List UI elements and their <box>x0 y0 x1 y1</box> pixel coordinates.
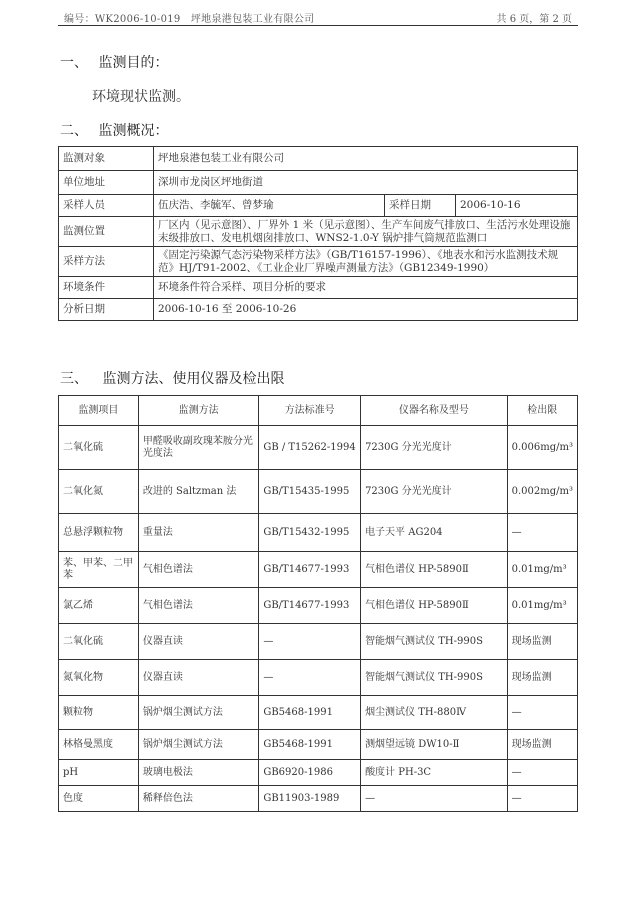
cell-standard: GB/T15432-1995 <box>259 514 361 552</box>
cell-method: 重量法 <box>138 514 258 552</box>
overview-label-secondary: 采样日期 <box>385 195 456 217</box>
overview-row <box>59 195 578 217</box>
cell-standard: — <box>259 660 361 696</box>
cell-item: 总悬浮颗粒物 <box>59 514 139 552</box>
section-1-number: 一、 <box>60 55 88 71</box>
cell-method: 锅炉烟尘测试方法 <box>138 730 258 760</box>
cell-method: 气相色谱法 <box>138 588 258 624</box>
cell-instrument: 电子天平 AG204 <box>361 514 508 552</box>
table-row <box>59 660 578 696</box>
cell-standard: GB5468-1991 <box>259 696 361 730</box>
cell-detection-limit: — <box>507 696 577 730</box>
overview-value: 2006-10-16 至 2006-10-26 <box>154 299 578 321</box>
overview-value-secondary: 2006-10-16 <box>456 195 578 217</box>
overview-label: 分析日期 <box>59 299 154 321</box>
cell-item: 苯、甲苯、二甲苯 <box>59 552 139 588</box>
overview-label: 单位地址 <box>59 171 154 195</box>
table-row <box>59 624 578 660</box>
section-2-title: 监测概况： <box>98 123 169 139</box>
cell-detection-limit: 0.006mg/m³ <box>507 426 577 470</box>
header-cell-instrument: 仪器名称及型号 <box>361 396 508 426</box>
cell-method: 锅炉烟尘测试方法 <box>138 696 258 730</box>
overview-value: 伍庆浩、李毓军、曾梦瑜 <box>154 195 385 217</box>
cell-instrument: 测烟望远镜 DW10-Ⅱ <box>361 730 508 760</box>
cell-item: 氮氧化物 <box>59 660 139 696</box>
cell-method: 稀释倍色法 <box>138 786 258 812</box>
header-cell-item: 监测项目 <box>59 396 139 426</box>
table-row <box>59 730 578 760</box>
overview-row <box>59 147 578 171</box>
cell-detection-limit: 0.01mg/m³ <box>507 588 577 624</box>
section-3-number: 三、 <box>60 371 88 387</box>
section-3-title: 监测方法、使用仪器及检出限 <box>102 371 285 387</box>
cell-item: 氯乙烯 <box>59 588 139 624</box>
overview-label: 监测对象 <box>59 147 154 171</box>
cell-method: 玻璃电极法 <box>138 760 258 786</box>
cell-detection-limit: 现场监测 <box>507 730 577 760</box>
cell-method: 气相色谱法 <box>138 552 258 588</box>
cell-instrument: 智能烟气测试仪 TH-990S <box>361 624 508 660</box>
cell-item: 色度 <box>59 786 139 812</box>
table-row <box>59 514 578 552</box>
overview-row <box>59 247 578 277</box>
cell-item: 颗粒物 <box>59 696 139 730</box>
cell-instrument: 智能烟气测试仪 TH-990S <box>361 660 508 696</box>
cell-instrument: 酸度计 PH-3C <box>361 760 508 786</box>
cell-item: 二氧化氮 <box>59 470 139 514</box>
cell-instrument: 气相色谱仪 HP-5890Ⅱ <box>361 552 508 588</box>
cell-detection-limit: 0.002mg/m³ <box>507 470 577 514</box>
cell-standard: GB/T14677-1993 <box>259 588 361 624</box>
cell-standard: GB5468-1991 <box>259 730 361 760</box>
cell-method: 甲醛吸收副玫瑰苯胺分光光度法 <box>138 426 258 470</box>
overview-row <box>59 171 578 195</box>
table-row <box>59 588 578 624</box>
table-row <box>59 470 578 514</box>
page-info: 共 6 页，第 2 页 <box>496 14 572 25</box>
overview-value: 环境条件符合采样、项目分析的要求 <box>154 277 578 299</box>
methods-table <box>58 395 578 812</box>
overview-row <box>59 277 578 299</box>
cell-detection-limit: 现场监测 <box>507 660 577 696</box>
overview-value: 深圳市龙岗区坪地街道 <box>154 171 578 195</box>
cell-method: 仪器直读 <box>138 624 258 660</box>
header-cell-standard: 方法标准号 <box>259 396 361 426</box>
section-2-number: 二、 <box>60 123 88 139</box>
cell-instrument: 烟尘测试仪 TH-880Ⅳ <box>361 696 508 730</box>
overview-label: 采样方法 <box>59 247 154 277</box>
cell-standard: GB/T15435-1995 <box>259 470 361 514</box>
overview-row <box>59 217 578 247</box>
cell-detection-limit: — <box>507 760 577 786</box>
document-number: 编号：WK2006-10-019 坪地泉港包装工业有限公司 <box>64 14 315 25</box>
cell-item: 二氧化硫 <box>59 624 139 660</box>
cell-detection-limit: — <box>507 514 577 552</box>
section-3-heading <box>60 368 284 388</box>
cell-instrument: — <box>361 786 508 812</box>
header-cell-detection-limit: 检出限 <box>507 396 577 426</box>
table-row <box>59 696 578 730</box>
page-header <box>58 6 576 24</box>
cell-standard: GB / T15262-1994 <box>259 426 361 470</box>
cell-method: 改进的 Saltzman 法 <box>138 470 258 514</box>
table-row <box>59 786 578 812</box>
section-2-heading <box>60 120 168 140</box>
cell-instrument: 气相色谱仪 HP-5890Ⅱ <box>361 588 508 624</box>
overview-label: 监测位置 <box>59 217 154 247</box>
section-1-heading <box>60 52 168 72</box>
monitoring-purpose-text: 环境现状监测。 <box>92 89 190 105</box>
cell-instrument: 7230G 分光光度计 <box>361 470 508 514</box>
cell-item: 二氧化硫 <box>59 426 139 470</box>
cell-item: 林格曼黑度 <box>59 730 139 760</box>
cell-method: 仪器直读 <box>138 660 258 696</box>
header-cell-method: 监测方法 <box>138 396 258 426</box>
overview-value: 《固定污染源气态污染物采样方法》（GB/T16157-1996）、《地表水和污水监测技术规范》HJ/T91-2002、《工业企业厂界噪声测量方法》（GB12349-1990） <box>154 247 578 277</box>
methods-header-row <box>59 396 578 426</box>
overview-label: 环境条件 <box>59 277 154 299</box>
cell-item: pH <box>59 760 139 786</box>
table-row <box>59 426 578 470</box>
header-divider <box>58 25 578 26</box>
cell-detection-limit: — <box>507 786 577 812</box>
overview-value: 坪地泉港包装工业有限公司 <box>154 147 578 171</box>
cell-standard: — <box>259 624 361 660</box>
table-row <box>59 760 578 786</box>
overview-label: 采样人员 <box>59 195 154 217</box>
cell-standard: GB/T14677-1993 <box>259 552 361 588</box>
cell-detection-limit: 0.01mg/m³ <box>507 552 577 588</box>
cell-standard: GB6920-1986 <box>259 760 361 786</box>
overview-table <box>58 146 578 321</box>
cell-instrument: 7230G 分光光度计 <box>361 426 508 470</box>
table-row <box>59 552 578 588</box>
overview-row <box>59 299 578 321</box>
cell-standard: GB11903-1989 <box>259 786 361 812</box>
cell-detection-limit: 现场监测 <box>507 624 577 660</box>
overview-value: 厂区内（见示意图）、厂界外 1 米（见示意图）、生产车间废气排放口、生活污水处理设施末级排放口、发电机烟囱排放口、WNS2-1.0-Y 锅炉排气筒规范监测口 <box>154 217 578 247</box>
section-1-title: 监测目的： <box>98 55 169 71</box>
